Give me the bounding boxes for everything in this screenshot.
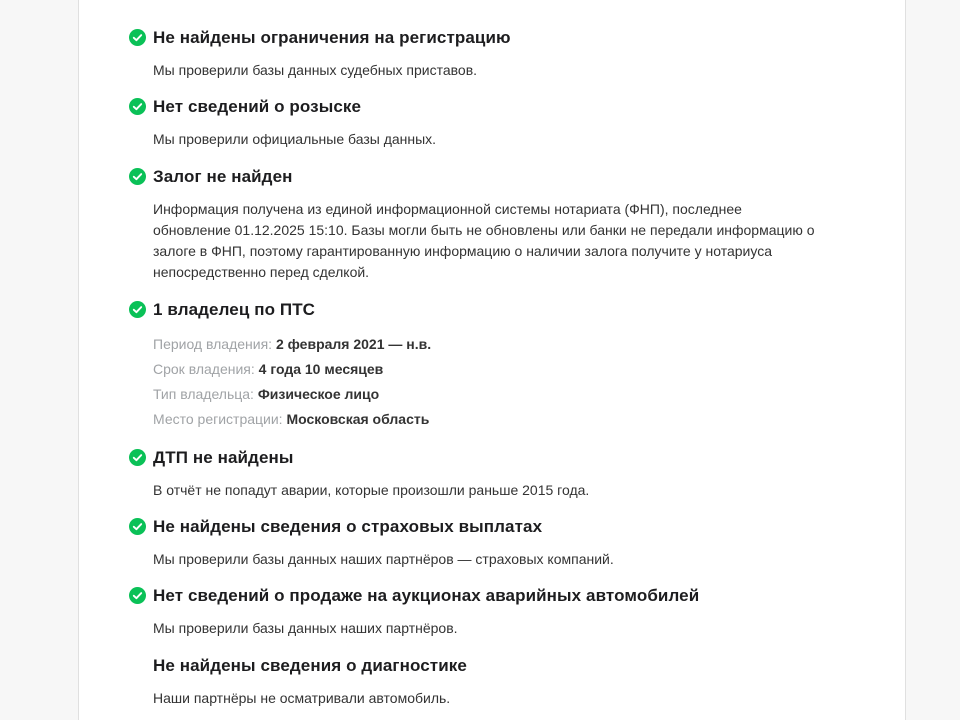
section-description: Мы проверили базы данных судебных приставов. (153, 62, 478, 78)
report-section-insurance-payouts (129, 515, 817, 570)
section-title: Залог не найден (153, 166, 293, 186)
section-title: Не найдены сведения о страховых выплатах (153, 517, 543, 537)
owner-type-row (153, 382, 431, 407)
detail-value: 4 года 10 месяцев (258, 360, 384, 377)
check-circle-icon (129, 587, 146, 604)
vehicle-report-card (78, 0, 906, 720)
report-section-registration-limits (129, 26, 817, 81)
detail-value: 2 февраля 2021 — н.в. (275, 335, 432, 352)
check-circle-icon (129, 168, 146, 185)
detail-label: Место регистрации: (153, 410, 283, 427)
check-circle-icon (129, 29, 146, 46)
section-description: В отчёт не попадут аварии, которые произошли раньше 2015 года. (153, 481, 590, 498)
section-title: Не найдены сведения о диагностике (153, 655, 467, 675)
report-section-owners (129, 298, 817, 432)
owner-period-row (153, 332, 431, 357)
section-description: Мы проверили официальные базы данных. (153, 131, 437, 148)
check-circle-icon (129, 449, 146, 466)
check-circle-icon (129, 301, 146, 318)
report-section-salvage-auctions (129, 584, 817, 639)
check-circle-icon (129, 98, 146, 115)
section-description: Информация получена из единой информационной системы нотариата (ФНП), последнее обновление 01.12.2025 15:10. Базы могли быть не обновлены или банки не передали информацию о залоге в ФНП, поэтому гарантированную информацию о наличии залога получите у нотариуса непосредственно перед сделкой. (153, 200, 815, 281)
section-title: ДТП не найдены (153, 447, 294, 467)
section-description: Мы проверили базы данных наших партнёров. (153, 620, 458, 637)
section-title: Нет сведений о продаже на аукционах аварийных автомобилей (153, 586, 700, 606)
section-title: 1 владелец по ПТС (153, 299, 316, 319)
section-title: Не найдены ограничения на регистрацию (153, 28, 511, 47)
owner-duration-row (153, 357, 431, 382)
section-description: Наши партнёры не осматривали автомобиль. (153, 689, 451, 706)
detail-value: Физическое лицо (257, 385, 380, 402)
detail-value: Московская область (286, 410, 430, 427)
report-section-diagnostics (129, 654, 817, 709)
section-title: Нет сведений о розыске (153, 97, 362, 117)
report-section-wanted-status (129, 95, 817, 150)
owner-region-row (153, 407, 431, 432)
report-section-pledge (129, 165, 817, 284)
section-description: Мы проверили базы данных наших партнёров — страховых компаний. (153, 551, 614, 568)
check-circle-icon (129, 518, 146, 535)
report-section-accidents (129, 446, 817, 501)
detail-label: Тип владельца: (153, 385, 254, 402)
detail-label: Период владения: (153, 335, 273, 352)
detail-label: Срок владения: (153, 360, 255, 377)
